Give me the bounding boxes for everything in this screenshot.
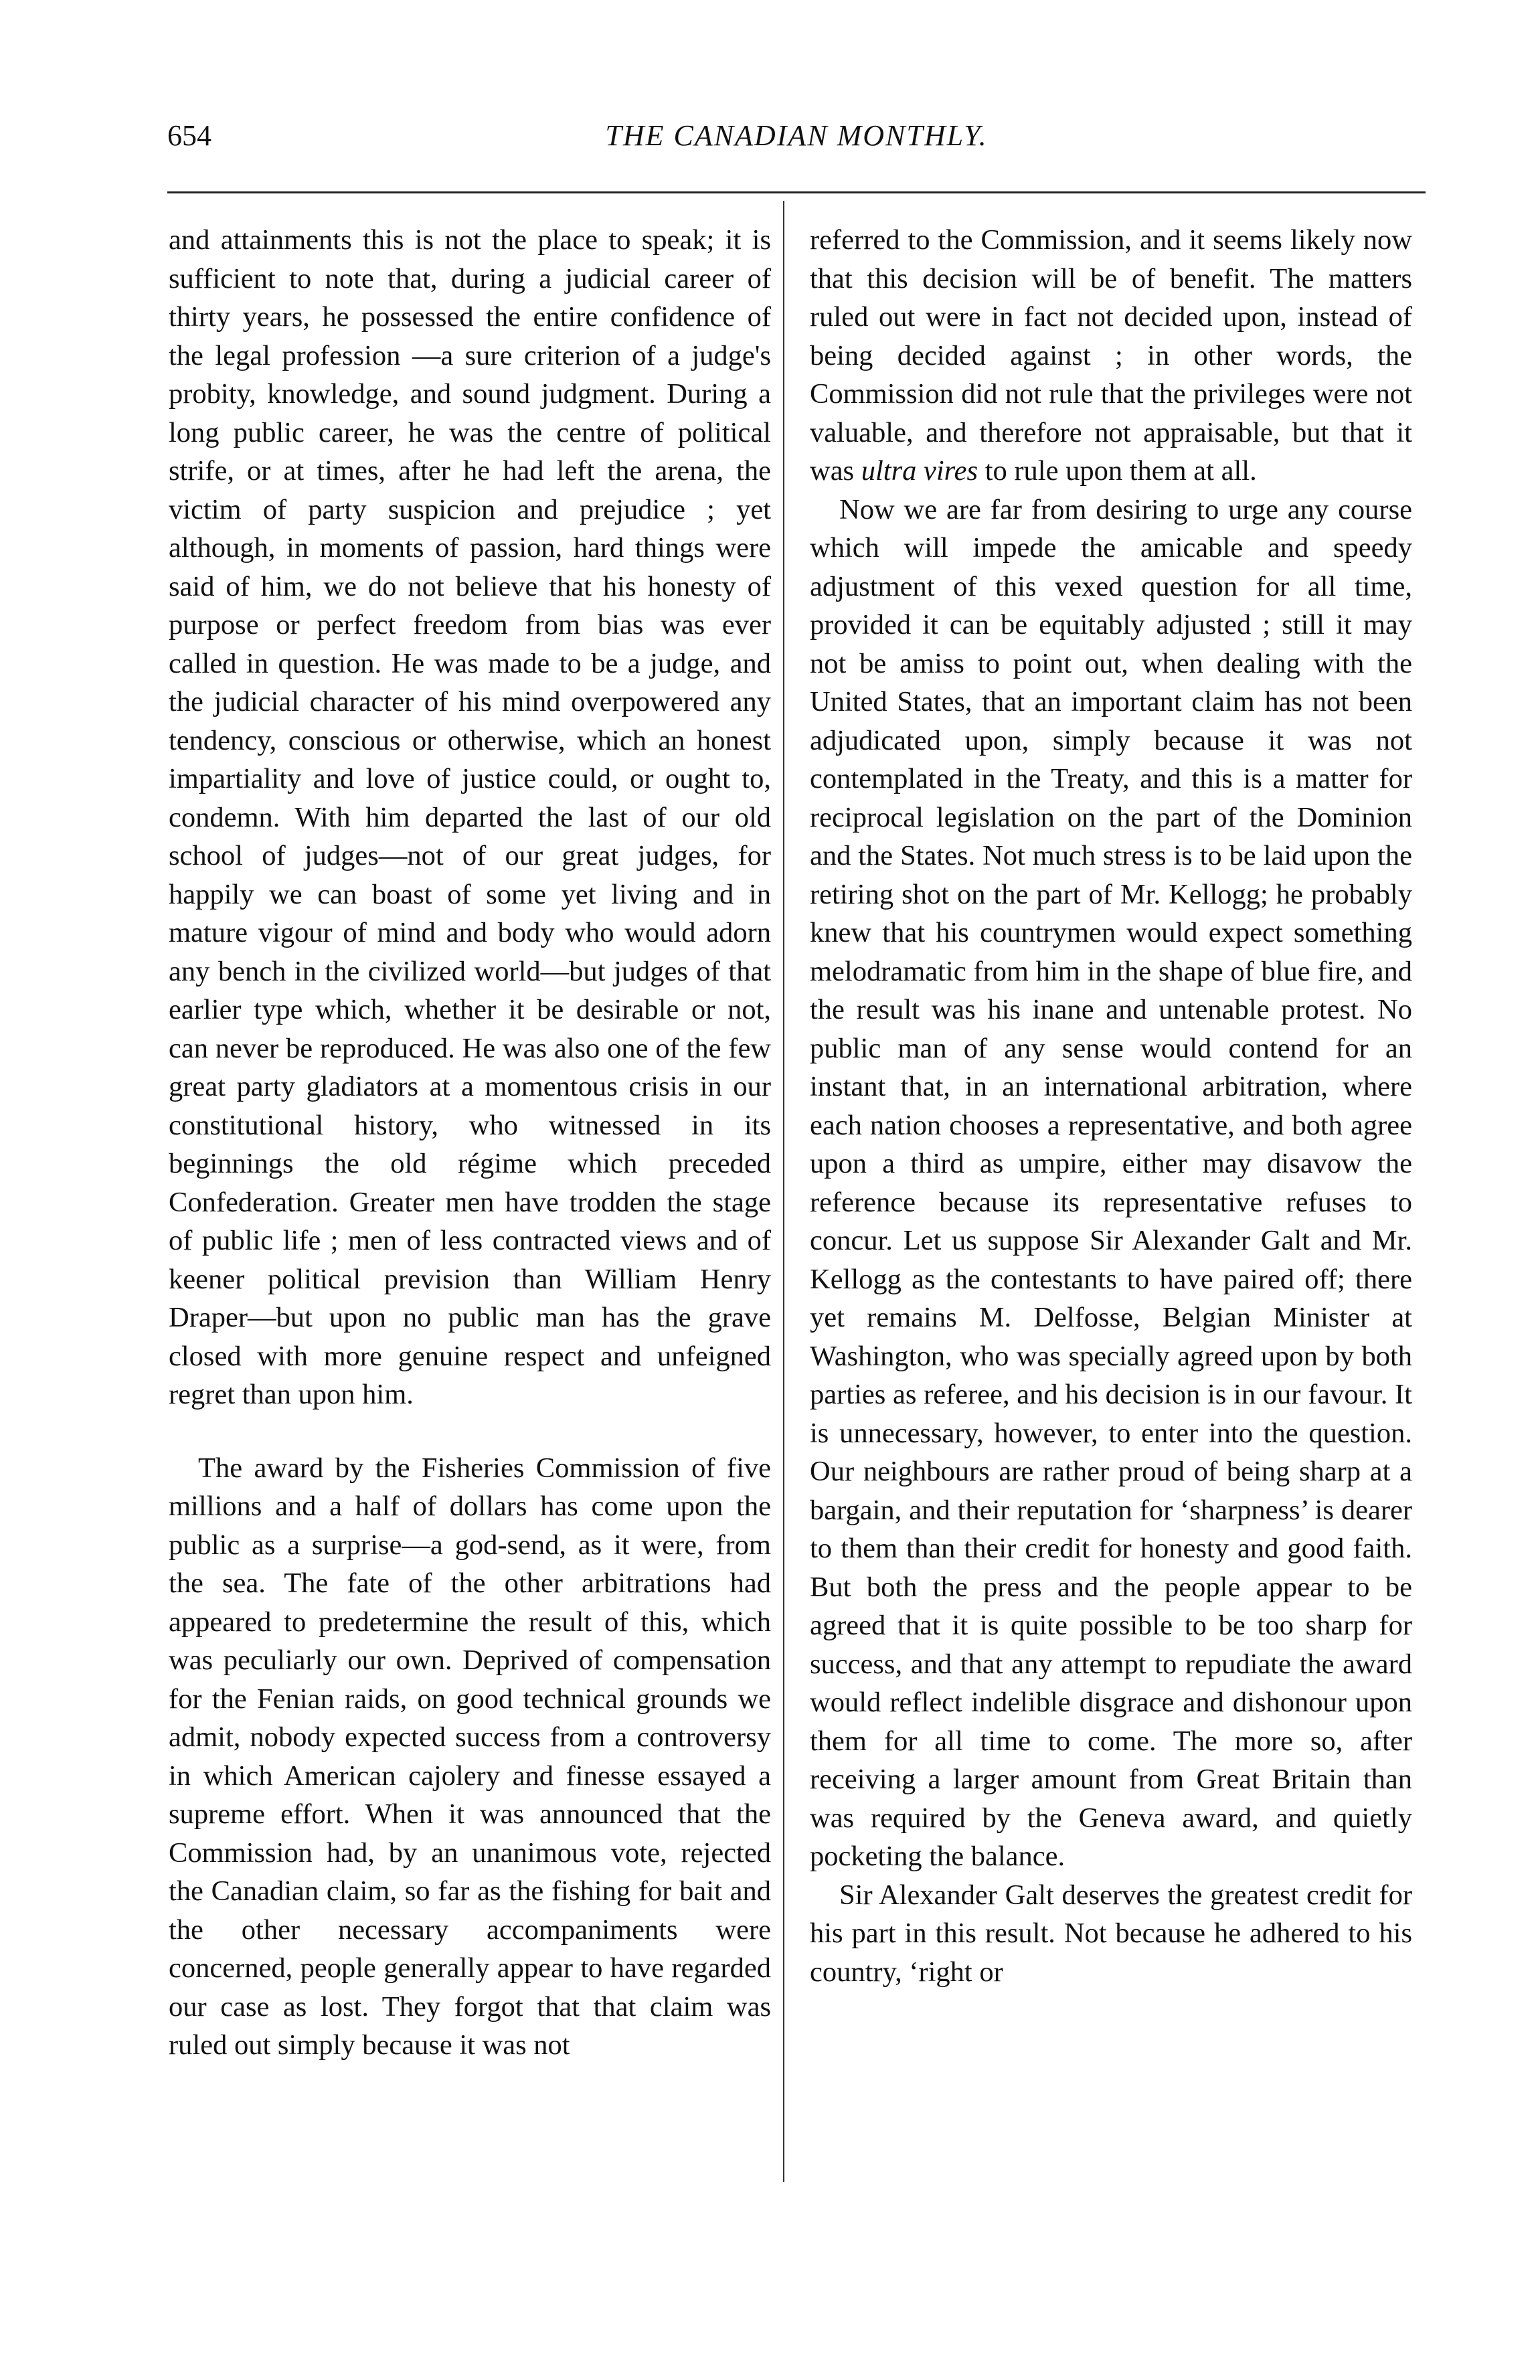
right-column bbox=[810, 221, 1412, 1991]
left-column bbox=[169, 221, 771, 2065]
left-paragraph-1: and attainments this is not the place to speak; it is sufficient to note that, during a judicial career of thirty years, he possessed the entire confidence of the legal profession —a sure criterion of a judge's probity, knowledge, and sound judgment. During a long public career, he was the centre of political strife, or at times, after he had left the arena, the victim of party suspicion and prejudice ; yet although, in moments of passion, hard things were said of him, we do not believe that his honesty of purpose or perfect freedom from bias was ever called in question. He was made to be a judge, and the judicial character of his mind overpowered any tendency, conscious or otherwise, which an honest impartiality and love of justice could, or ought to, condemn. With him departed the last of our old school of judges—not of our great judges, for happily we can boast of some yet living and in mature vigour of mind and body who would adorn any bench in the civilized world—but judges of that earlier type which, whether it be desirable or not, can never be reproduced. He was also one of the few great party gladiators at a momentous crisis in our constitutional history, who witnessed in its beginnings the old régime which preceded Confederation. Greater men have trodden the stage of public life ; men of less contracted views and of keener political prevision than William Henry Draper—but upon no public man has the grave closed with more genuine respect and unfeigned regret than upon him. bbox=[169, 224, 771, 1410]
right-paragraph-1-text-b: to rule upon them at all. bbox=[978, 455, 1257, 487]
right-paragraph-1-text-a: referred to the Commission, and it seems likely now that this decision will be of benefit. The matters ruled out were in fact not decided upon, instead of being decided against ; in other words, the Commission did not rule that the privileges were not valuable, and therefore not appraisable, but that it was bbox=[810, 224, 1412, 487]
header-rule bbox=[167, 191, 1426, 193]
column-divider bbox=[783, 201, 784, 2182]
right-paragraph-3: Sir Alexander Galt deserves the greatest credit for his part in this result. Not because he adhered to his country, ‘right or bbox=[810, 1879, 1412, 1988]
running-title: THE CANADIAN MONTHLY. bbox=[605, 119, 988, 152]
right-paragraph-2: Now we are far from desiring to urge any course which will impede the amicable and speedy adjustment of this vexed question for all time, provided it can be equitably adjusted ; still it may not be amiss to point out, when dealing with the United States, that an important claim has not been adjudicated upon, simply because it was not contemplated in the Treaty, and this is a matter for reciprocal legislation on the part of the Dominion and the States. Not much stress is to be laid upon the retiring shot on the part of Mr. Kellogg; he probably knew that his countrymen would expect something melodramatic from him in the shape of blue fire, and the result was his inane and untenable protest. No public man of any sense would contend for an instant that, in an international arbitration, where each nation chooses a representative, and both agree upon a third as umpire, either may disavow the reference because its representative refuses to concur. Let us suppose Sir Alexander Galt and Mr. Kellogg as the contestants to have paired off; there yet remains M. Delfosse, Belgian Minister at Washington, who was specially agreed upon by both parties as referee, and his decision is in our favour. It is unnecessary, however, to enter into the question. Our neighbours are rather proud of being sharp at a bargain, and their reputation for ‘sharpness’ is dearer to them than their credit for honesty and good faith. But both the press and the people appear to be agreed that it is quite possible to be too sharp for success, and that any attempt to repudiate the award would reflect indelible disgrace and dishonour upon them for all time to come. The more so, after receiving a larger amount from Great Britain than was required by the Geneva award, and quietly pocketing the balance. bbox=[810, 493, 1412, 1872]
latin-phrase: ultra vires bbox=[861, 455, 978, 487]
page-number: 654 bbox=[167, 119, 211, 152]
page-header bbox=[167, 112, 1426, 159]
right-paragraph-1 bbox=[810, 221, 1412, 491]
left-paragraph-2: The award by the Fisheries Commission of five millions and a half of dollars has come upon the public as a surprise—a god-send, as it were, from the sea. The fate of the other arbitrations had appeared to predetermine the result of this, which was peculiarly our own. Deprived of compensation for the Fenian raids, on good technical grounds we admit, nobody expected success from a controversy in which American cajolery and finesse essayed a supreme effort. When it was announced that the Commission had, by an unanimous vote, rejected the Canadian claim, so far as the fishing for bait and the other necessary accompaniments were concerned, people generally appear to have regarded our case as lost. They forgot that that claim was ruled out simply because it was not bbox=[169, 1452, 771, 2061]
